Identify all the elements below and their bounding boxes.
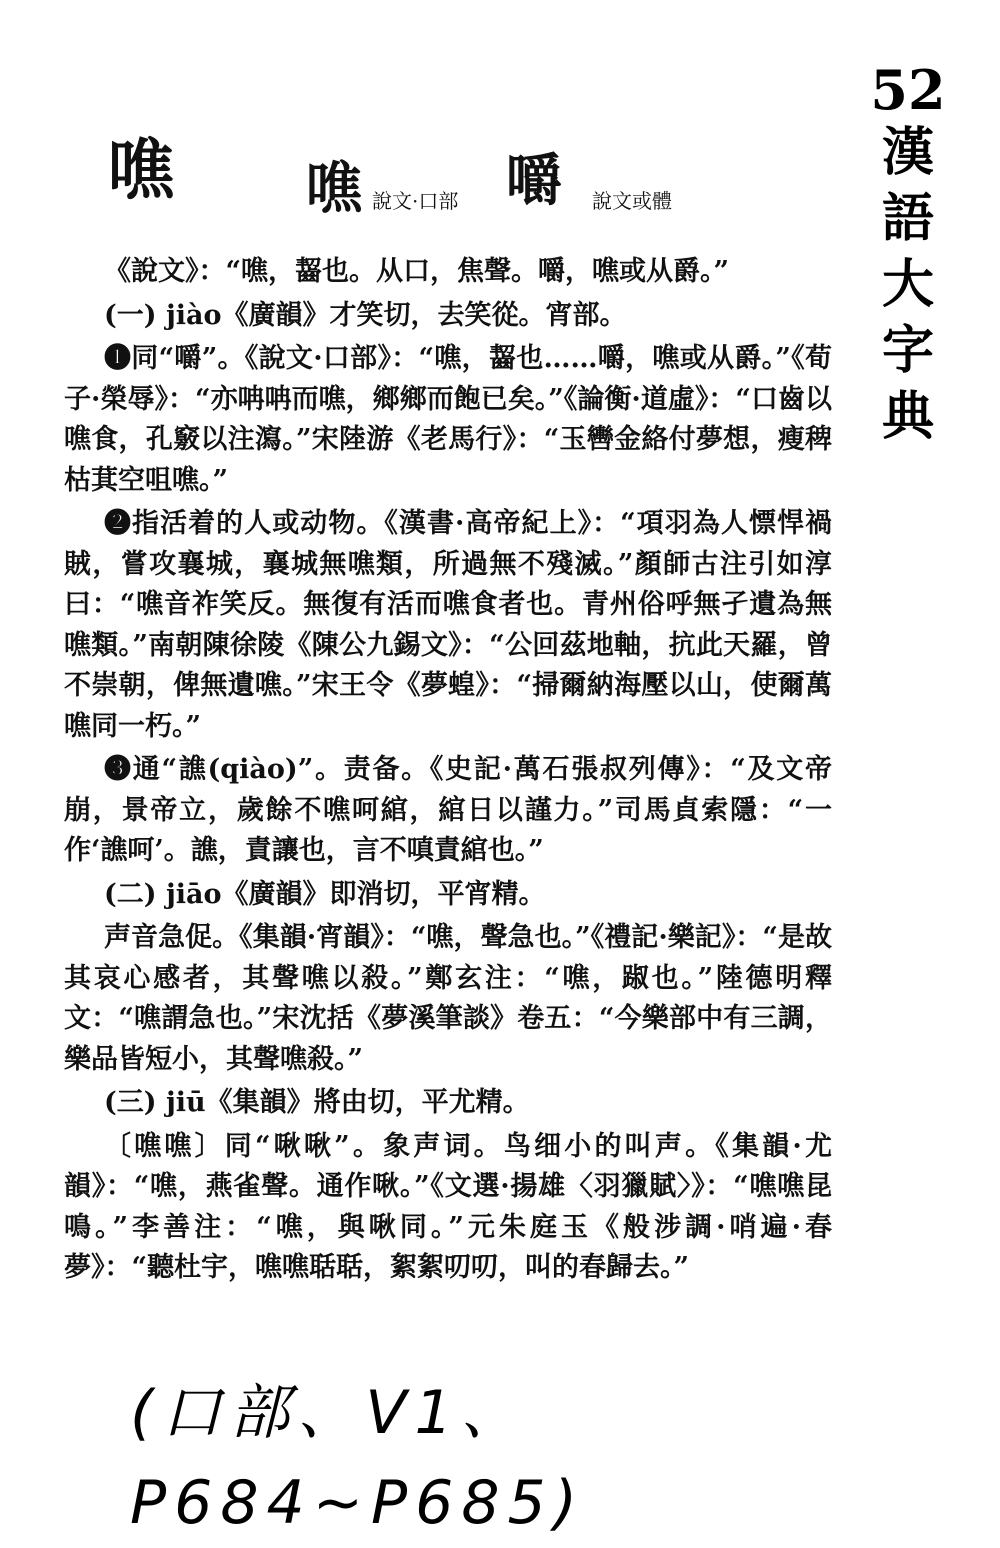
seal-script-form: 噍 — [306, 156, 362, 222]
reading-heading: (三) jiū《集韻》將由切，平尤精。 — [104, 1087, 530, 1118]
book-title-char: 大 — [881, 254, 934, 315]
seal-source-label: 說文或體 — [592, 189, 672, 213]
source-quote: 《說文》：“噍，齧也。从口，焦聲。嚼，噍或从爵。” — [104, 256, 730, 287]
headword: 噍 — [108, 131, 174, 209]
seal-source-label: 說文·口部 — [372, 189, 459, 213]
sense-paragraph: 声音急促。《集韻·宵韻》：“噍，聲急也。”《禮記·樂記》：“是故其哀心感者，其聲噍以殺。”鄭玄注：“噍，踧也。”陸德明釋文：“噍謂急也。”宋沈括《夢溪筆談》卷五：“今樂部中有三調，樂品皆短小，其聲噍殺。” — [64, 922, 832, 1075]
book-title-char: 典 — [881, 386, 934, 447]
entry-body — [64, 252, 832, 1289]
entry-heading — [108, 130, 808, 230]
reading-heading: (二) jiāo《廣韻》即消切，平宵精。 — [104, 878, 546, 910]
sense-paragraph: ❷指活着的人或动物。《漢書·高帝紀上》：“項羽為人慓悍禍賊，嘗攻襄城，襄城無噍類，所過無不殘滅。”顏師古注引如淳曰：“噍音祚笑反。無復有活而噍食者也。青州俗呼無孑遺為無噍類。”南朝陳徐陵《陳公九錫文》：“公回茲地軸，抗此天羅，曾不崇朝，俾無遺噍。”宋王令《夢蝗》：“掃爾納海壓以山，使爾萬噍同一朽。” — [64, 508, 832, 742]
seal-script-variant: 嚼 — [506, 148, 562, 214]
book-title-char: 語 — [881, 188, 934, 249]
book-title-char: 字 — [881, 320, 934, 381]
side-title — [870, 60, 946, 450]
handwritten-note: (口部、V1、P684~P685) — [130, 1378, 586, 1538]
reading-heading: (一) jiào《廣韻》才笑切，去笑從。宵部。 — [104, 299, 627, 331]
sense-paragraph: ❶同“嚼”。《說文·口部》：“噍，齧也……嚼，噍或从爵。”《荀子·榮辱》：“亦呥呥而噍，鄉鄉而飽已矣。”《論衡·道虛》：“口齒以噍食，孔竅以注瀉。”宋陸游《老馬行》：“玉轡金絡付夢想，瘦稗枯萁空咀噍。” — [64, 343, 832, 496]
sense-paragraph: ❸通“譙(qiào)”。责备。《史記·萬石張叔列傳》：“及文帝崩，景帝立，歲餘不噍呵綰，綰日以謹力。”司馬貞索隱：“一作‘譙呵’。譙，責讓也，言不嗔責綰也。” — [64, 754, 832, 866]
book-title-char: 漢 — [881, 122, 934, 183]
sense-paragraph: 〔噍噍〕同“啾啾”。象声词。鸟细小的叫声。《集韻·尤韻》：“噍，燕雀聲。通作啾。”《文選·揚雄〈羽獵賦〉》：“噍噍昆鳴。”李善注：“噍，與啾同。”元朱庭玉《般涉調·哨遍·春夢》：“聽杜宇，噍噍聒聒，絮絮叨叨，叫的春歸去。” — [64, 1130, 832, 1283]
page-number: 52 — [870, 58, 946, 122]
